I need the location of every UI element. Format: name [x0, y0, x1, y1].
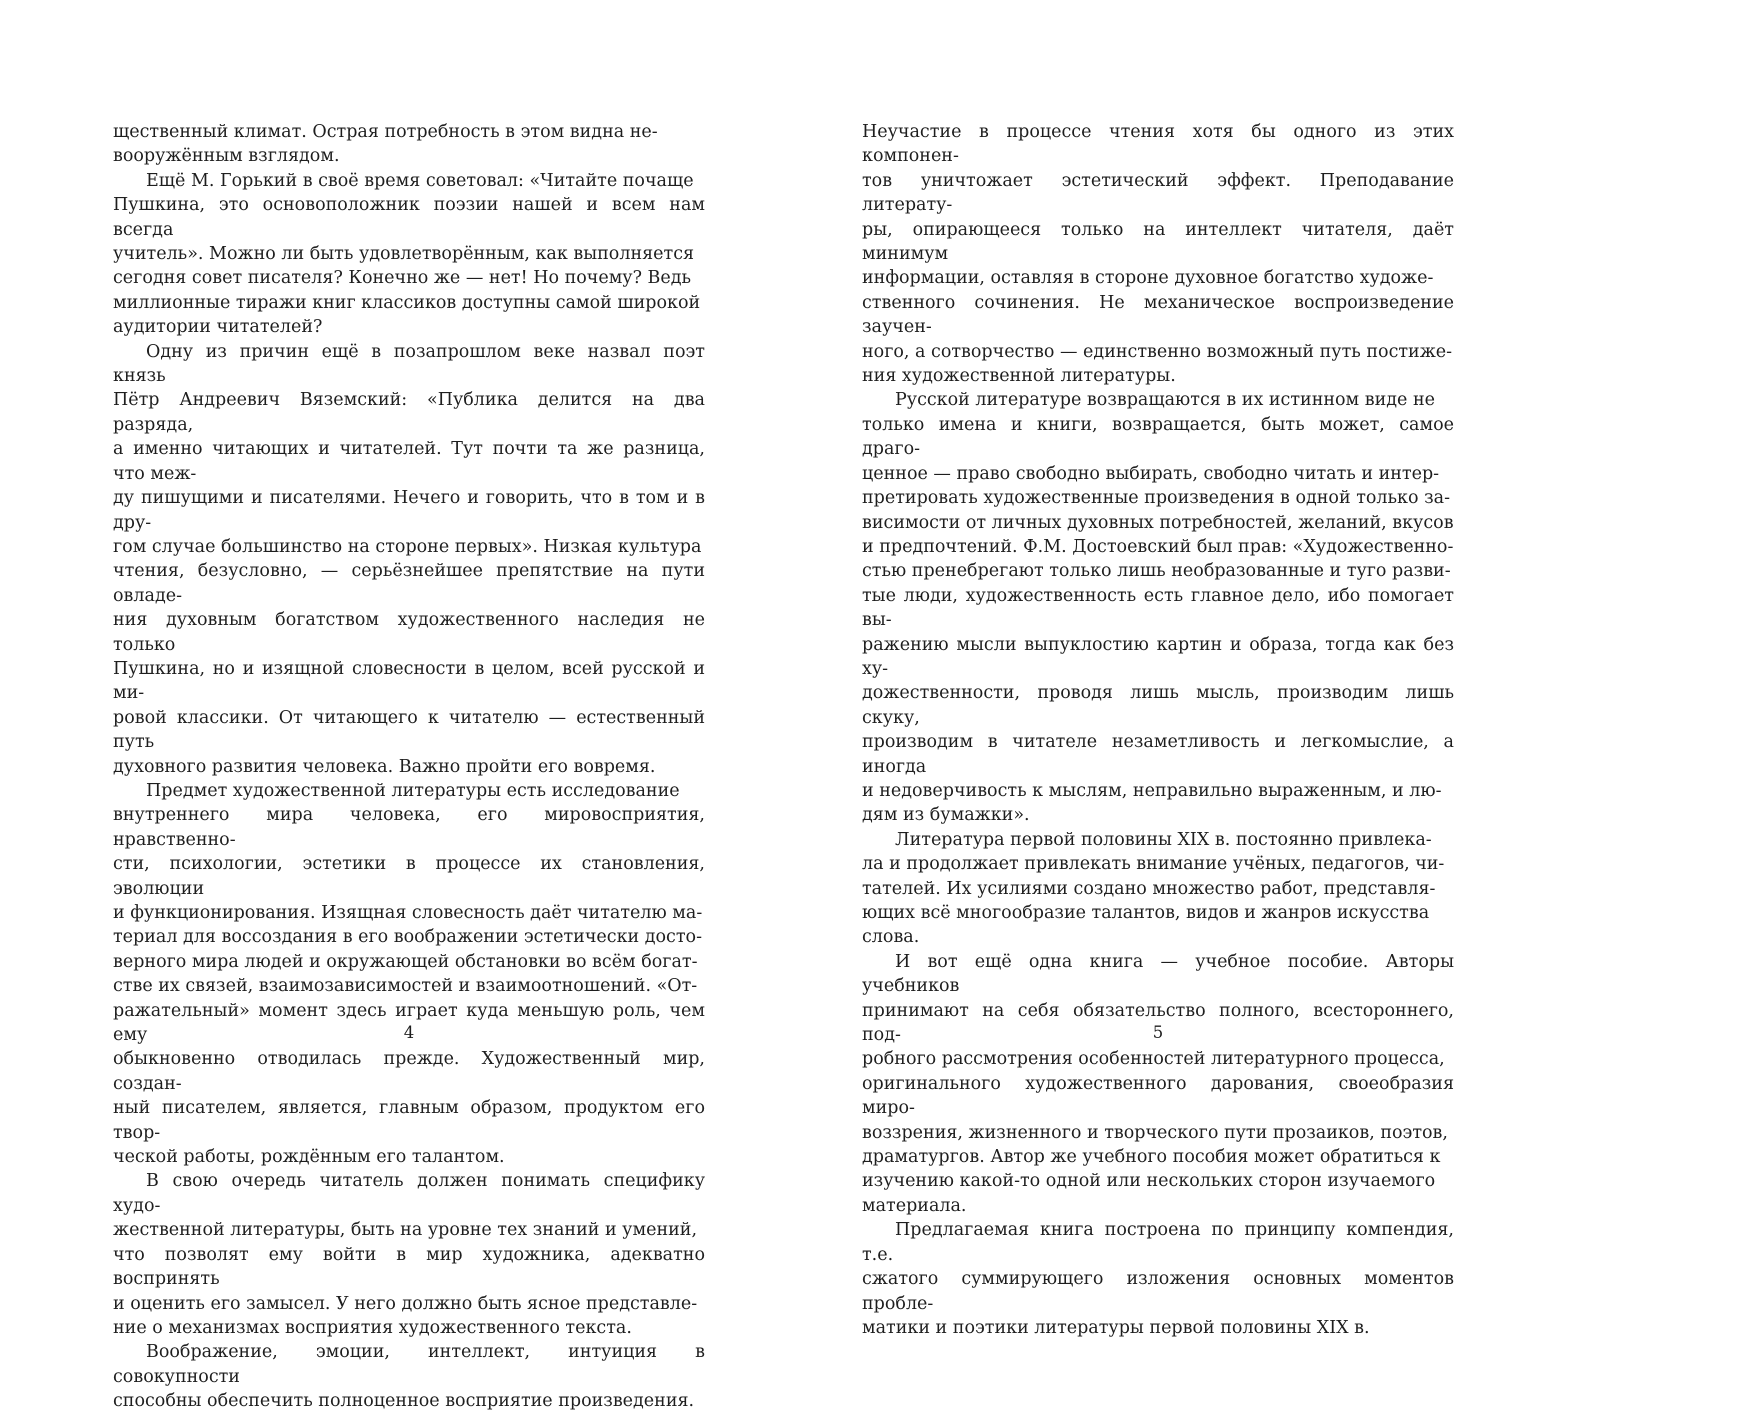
paragraph: Русской литературе возвращаются в их истинном виде не только имена и книги, возвращается, быть может, самое драго- ценное — право свободно выбирать, свободно читать и интер- претировать художественные произведения в одной только за- висимости от личных духовных потребностей, желаний, вкусов и предпочтений. Ф.М. Достоевский был прав: «Художественно- стью пренебрегают только лишь необразованные и туго разви- тые люди, художественность есть главное дело, ибо помогает вы- ражению мысли выпуклостию картин и образа, тогда как без ху- дожественности, проводя лишь мысль, производим лишь скуку, производим в читателе незаметливость и легкомыслие, а иногда и недоверчивость к мыслям, неправильно выраженным, и лю- дям из бумажки». [862, 390, 1454, 826]
paragraph: Одну из причин ещё в позапрошлом веке назвал поэт князь Пётр Андреевич Вяземский: «Публика делится на два разряда, а именно читающих и читателей. Тут почти та же разница, что меж- ду пишущими и писателями. Нечего и говорить, что в том и в дру- гом случае большинство на стороне первых». Низкая культура чтения, безусловно, — серьёзнейшее препятствие на пути овладе- ния духовным богатством художественного наследия не только Пушкина, но и изящной словесности в целом, всей русской и ми- ровой классики. От читающего к читателю — естественный путь духовного развития человека. Важно пройти его вовремя. [113, 341, 705, 777]
page-number-left: 4 [403, 1023, 415, 1042]
page-number-right: 5 [1152, 1023, 1164, 1042]
paragraph: щественный климат. Острая потребность в этом видна не- вооружённым взглядом. [113, 122, 658, 167]
left-page-text [113, 120, 705, 1414]
paragraph: Предлагаемая книга построена по принципу компендия, т.е. сжатого суммирующего изложения основных моментов пробле- матики и поэтики литературы первой половины XIX в. [862, 1220, 1454, 1338]
paragraph: Ещё М. Горький в своё время советовал: «Читайте почаще Пушкина, это основоположник поэзии нашей и всем нам всегда учитель». Можно ли быть удовлетворённым, как выполняется сегодня совет писателя? Конечно же — нет! Но почему? Ведь миллионные тиражи книг классиков доступны самой широкой аудитории читателей? [113, 170, 705, 338]
right-page-text [862, 120, 1454, 1340]
paragraph: Литература первой половины XIX в. постоянно привлека- ла и продолжает привлекать внимание учёных, педагогов, чи- тателей. Их усилиями создано множество работ, представля- ющих всё многообразие талантов, видов и жанров искусства слова. [862, 829, 1445, 948]
paragraph: И вот ещё одна книга — учебное пособие. Авторы учебников принимают на себя обязательство полного, всестороннего, под- робного рассмотрения особенностей литературного процесса, оригинального художественного дарования, своеобразия миро- воззрения, жизненного и творческого пути прозаиков, поэтов, драматургов. Автор же учебного пособия может обратиться к изучению какой-то одной или нескольких сторон изучаемого материала. [862, 951, 1454, 1216]
paragraph: Воображение, эмоции, интеллект, интуиция в совокупности способны обеспечить полноценное восприятие произведения. [113, 1342, 705, 1412]
paragraph: В свою очередь читатель должен понимать специфику худо- жественной литературы, быть на уровне тех знаний и умений, что позволят ему войти в мир художника, адекватно воспринять и оценить его замысел. У него должно быть ясное представле- ние о механизмах восприятия художественного текста. [113, 1171, 705, 1338]
paragraph: Неучастие в процессе чтения хотя бы одного из этих компонен- тов уничтожает эстетический эффект. Преподавание литерату- ры, опирающееся только на интеллект читателя, даёт минимум информации, оставляя в стороне духовное богатство художе- ственного сочинения. Не механическое воспроизведение заучен- ного, а сотворчество — единственно возможный путь постиже- ния художественной литературы. [862, 122, 1454, 387]
paragraph: Предмет художественной литературы есть исследование внутреннего мира человека, его мировосприятия, нравственно- сти, психологии, эстетики в процессе их становления, эволюции и функционирования. Изящная словесность даёт читателю ма- териал для воссоздания в его воображении эстетически досто- верного мира людей и окружающей обстановки во всём богат- стве их связей, взаимозависимостей и взаимоотношений. «От- ражательный» момент здесь играет куда меньшую роль, чем ему обыкновенно отводилась прежде. Художественный мир, создан- ный писателем, является, главным образом, продуктом его твор- ческой работы, рождённым его талантом. [113, 780, 705, 1168]
